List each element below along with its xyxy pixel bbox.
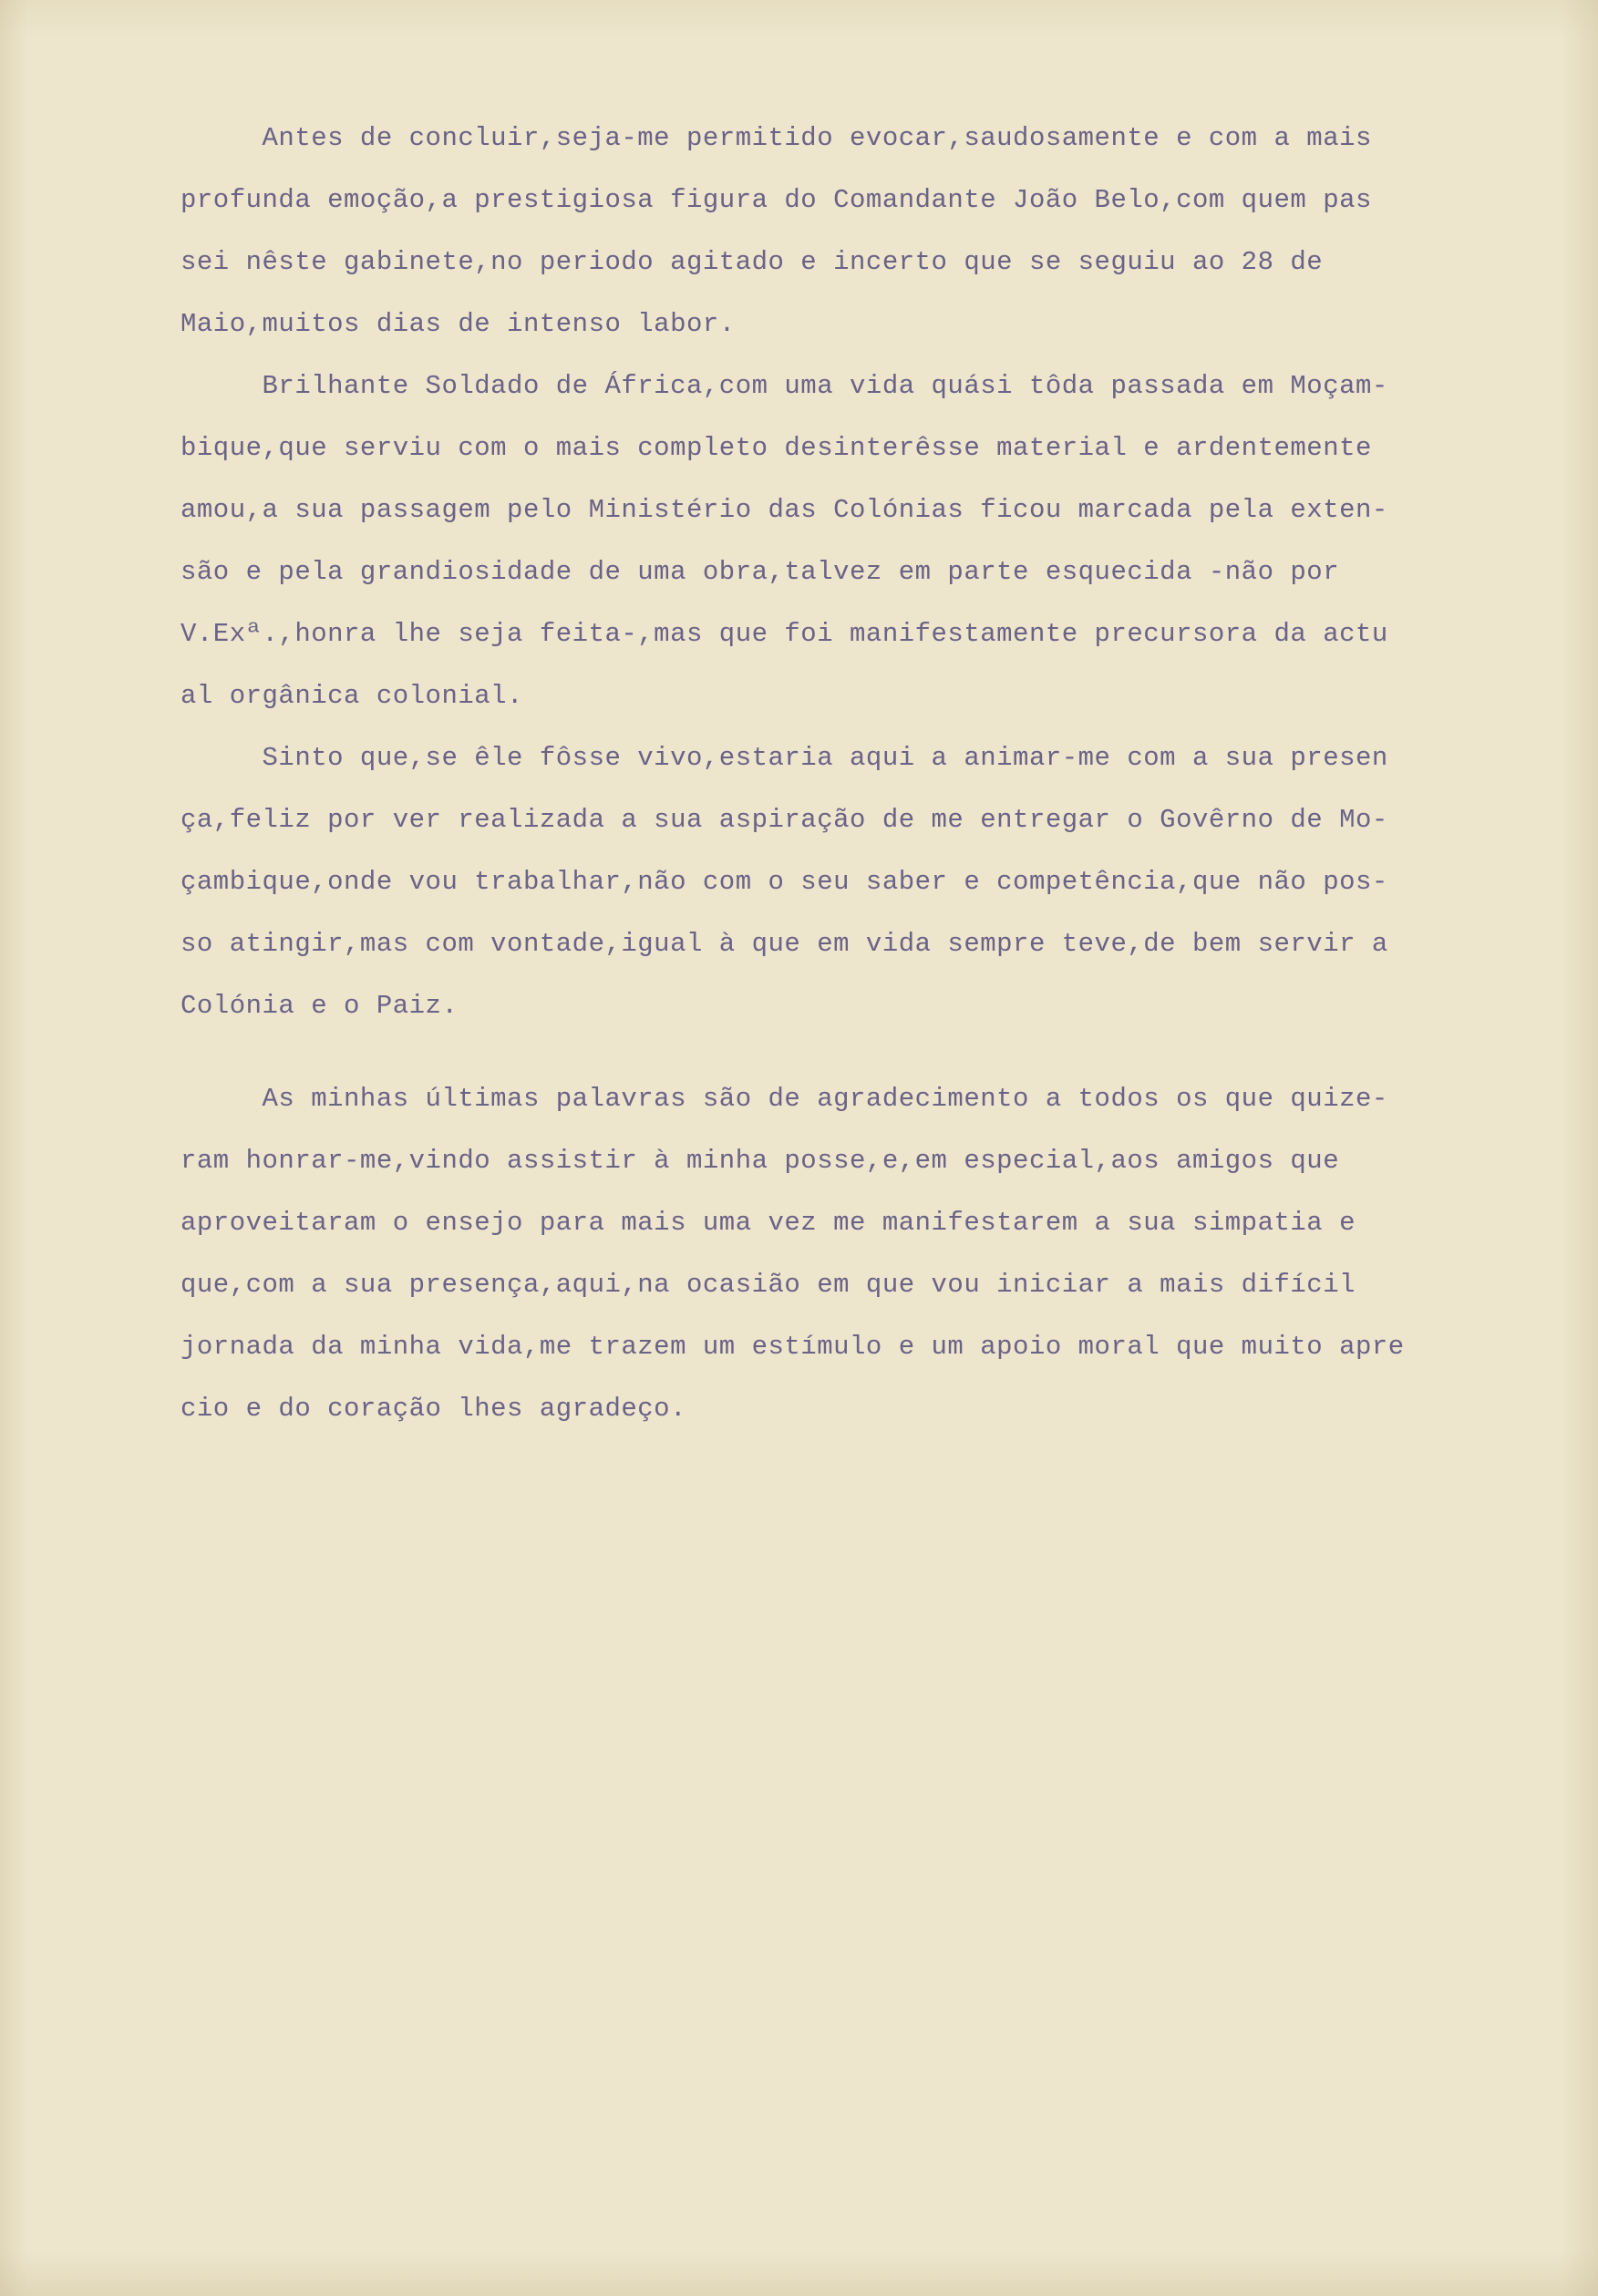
- text-line: são e pela grandiosidade de uma obra,talvez em parte esquecida -não por: [180, 557, 1340, 587]
- text-line: so atingir,mas com vontade,igual à que em vida sempre teve,de bem servir a: [180, 929, 1388, 959]
- paragraph-1: [180, 108, 1521, 355]
- text-line: sei nêste gabinete,no periodo agitado e incerto que se seguiu ao 28 de: [180, 247, 1324, 277]
- paragraph-4: [180, 1068, 1521, 1440]
- text-line: profunda emoção,a prestigiosa figura do Comandante João Belo,com quem pas: [180, 185, 1372, 215]
- text-line: V.Exª.,honra lhe seja feita-,mas que foi manifestamente precursora da actu: [180, 619, 1388, 649]
- text-line: Maio,muitos dias de intenso labor.: [180, 309, 736, 339]
- text-line: aproveitaram o ensejo para mais uma vez me manifestarem a sua simpatia e: [180, 1208, 1356, 1238]
- text-line: çambique,onde vou trabalhar,não com o seu saber e competência,que não pos-: [180, 867, 1388, 897]
- typed-text-body: [180, 108, 1521, 1440]
- text-line: ça,feliz por ver realizada a sua aspiração de me entregar o Govêrno de Mo-: [180, 805, 1388, 835]
- text-line: jornada da minha vida,me trazem um estímulo e um apoio moral que muito apre: [180, 1332, 1405, 1362]
- text-line: cio e do coração lhes agradeço.: [180, 1394, 686, 1424]
- text-line: Colónia e o Paiz.: [180, 991, 459, 1021]
- text-line: al orgânica colonial.: [180, 681, 523, 711]
- paragraph-gap: [180, 1037, 1521, 1068]
- text-line: que,com a sua presença,aqui,na ocasião em que vou iniciar a mais difícil: [180, 1270, 1356, 1300]
- text-line: Brilhante Soldado de África,com uma vida quási tôda passada em Moçam-: [180, 371, 1388, 401]
- text-line: Sinto que,se êle fôsse vivo,estaria aqui a animar-me com a sua presen: [180, 743, 1388, 773]
- paragraph-3: [180, 727, 1521, 1037]
- text-line: bique,que serviu com o mais completo desinterêsse material e ardentemente: [180, 433, 1372, 463]
- paragraph-2: [180, 355, 1521, 727]
- text-line: As minhas últimas palavras são de agradecimento a todos os que quize-: [180, 1084, 1388, 1114]
- text-line: ram honrar-me,vindo assistir à minha posse,e,em especial,aos amigos que: [180, 1146, 1340, 1176]
- text-line: amou,a sua passagem pelo Ministério das Colónias ficou marcada pela exten-: [180, 495, 1388, 525]
- text-line: Antes de concluir,seja-me permitido evocar,saudosamente e com a mais: [180, 123, 1372, 153]
